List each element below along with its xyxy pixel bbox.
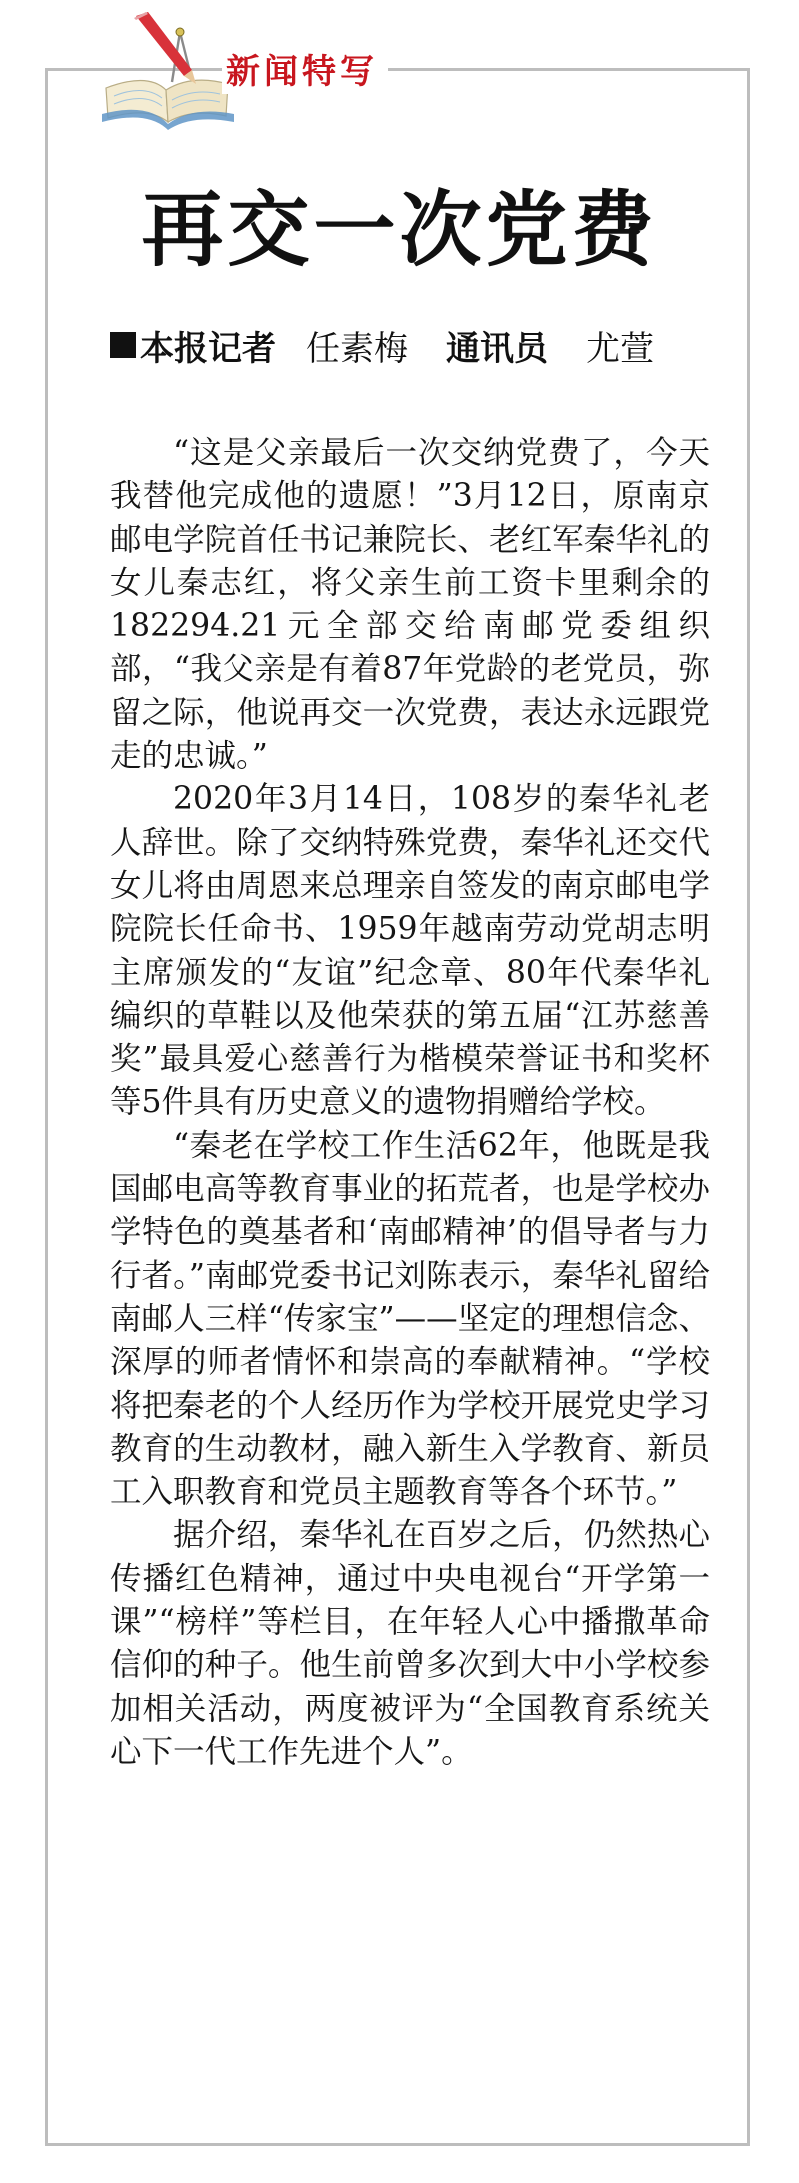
article-headline: 再交一次党费 bbox=[141, 182, 658, 278]
byline bbox=[110, 318, 654, 372]
byline-square-icon bbox=[110, 332, 136, 358]
column-label: 新闻特写 bbox=[222, 50, 388, 94]
article-paragraph: “这是父亲最后一次交纳党费了，今天我替他完成他的遗愿！”3月12日，原南京邮电学院首任书记兼院长、老红军秦华礼的女儿秦志红，将父亲生前工资卡里剩余的182294.21元全部交给南邮党委组织部，“我父亲是有着87年党龄的老党员，弥留之际，他说再交一次党费，表达永远跟党走的忠诚。” bbox=[110, 435, 710, 775]
reporter-role: 本报记者 bbox=[140, 328, 276, 369]
article-paragraph: “秦老在学校工作生活62年，他既是我国邮电高等教育事业的拓荒者，也是学校办学特色的奠基者和‘南邮精神’的倡导者与力行者。”南邮党委书记刘陈表示，秦华礼留给南邮人三样“传家宝”——坚定的理想信念、深厚的师者情怀和崇高的奉献精神。“学校将把秦老的个人经历作为学校开展党史学习教育的生动教材，融入新生入学教育、新员工入职教育和党员主题教育等各个环节。” bbox=[110, 1127, 710, 1511]
reporter-name: 任素梅 bbox=[306, 328, 408, 369]
correspondent-name: 尤萱 bbox=[586, 328, 654, 369]
notebook-pencil-icon bbox=[88, 10, 238, 130]
correspondent-role: 通讯员 bbox=[446, 328, 548, 369]
article-body bbox=[110, 432, 710, 1774]
article-paragraph: 2020年3月14日，108岁的秦华礼老人辞世。除了交纳特殊党费，秦华礼还交代女儿将由周恩来总理亲自签发的南京邮电学院院长任命书、1959年越南劳动党胡志明主席颁发的“友谊”纪念章、80年代秦华礼编织的草鞋以及他荣获的第五届“江苏慈善奖”最具爱心慈善行为楷模荣誉证书和奖杯等5件具有历史意义的遗物捐赠给学校。 bbox=[110, 781, 710, 1121]
article-paragraph: 据介绍，秦华礼在百岁之后，仍然热心传播红色精神，通过中央电视台“开学第一课”“榜样”等栏目，在年轻人心中播撒革命信仰的种子。他生前曾多次到大中小学校参加相关活动，两度被评为“全国教育系统关心下一代工作先进个人”。 bbox=[110, 1517, 710, 1770]
